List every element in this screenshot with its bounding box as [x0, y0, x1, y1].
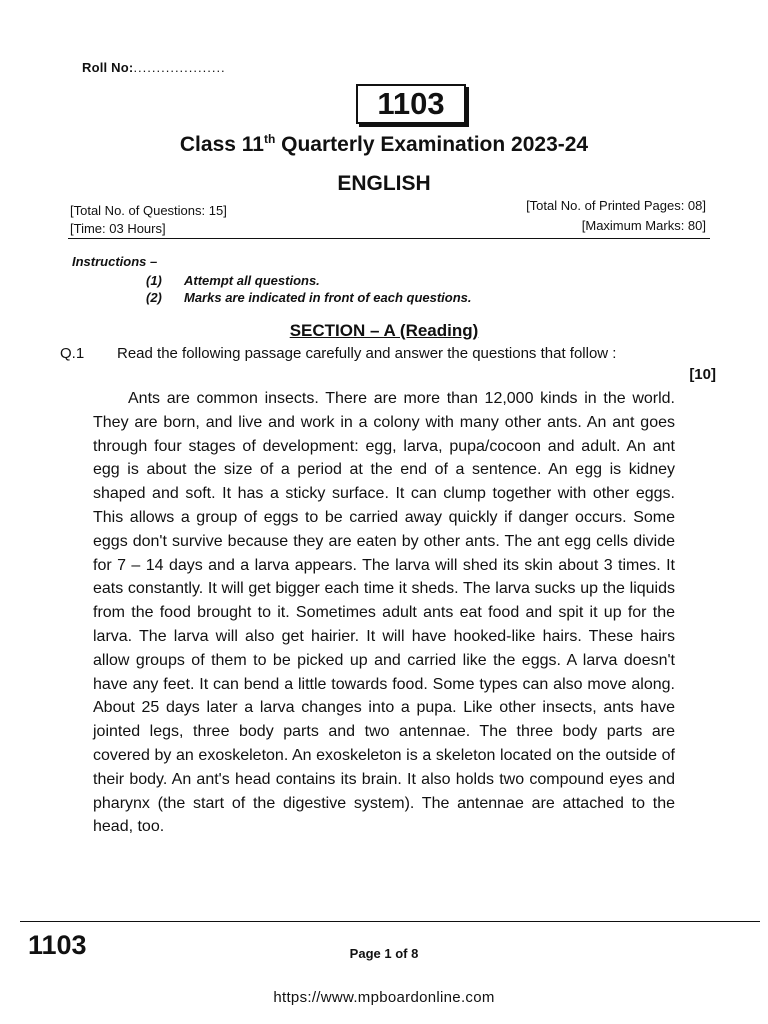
footer-paper-code: 1103	[28, 930, 87, 960]
reading-passage: Ants are common insects. There are more than 12,000 kinds in the world. They are born, and live and work in a colony with many other ants. An ant goes through four stages of development: egg, larva, pupa/cocoon and adult. An ant egg is about the size of a period at the end of a sentence. An egg is kidney shaped and soft. It has a sticky surface. It can clump together with other eggs. This allows a group of eggs to be carried away quickly if danger occurs. Some eggs don't survive because they are eaten by other ants. The ant egg cells divide for 7 – 14 days and a larva appears. The larva will shed its skin about 3 times. It eats constantly. It will get bigger each time it sheds. The larva sucks up the liquids from the food brought to it. Sometimes adult ants eat food and spit it up for the larva. The larva will also get hairier. It will have hooked-like hairs. These hairs allow groups of them to be picked up and carried like the eggs. A larva doesn't have any feet. It can bend a little towards food. Some types can also move along. About 25 days later a larva changes into a pupa. Like other insects, ants have jointed legs, three body parts and two antennae. The three body parts are covered by an exoskeleton. An exoskeleton is a skeleton located on the outside of their body. An ant's head contains its brain. It also holds two compound eyes and pharynx (the start of the digestive system). The antennae are attached to the head, too.	[93, 390, 675, 836]
section-title: SECTION – A (Reading)	[289, 321, 479, 340]
roll-number	[82, 60, 226, 75]
exam-title	[0, 132, 768, 157]
question-marks: [10]	[689, 366, 716, 383]
instructions-heading: Instructions –	[72, 254, 158, 269]
instruction-number: (2)	[146, 290, 162, 305]
title-prefix: Class 11	[179, 133, 264, 156]
total-pages: [Total No. of Printed Pages: 08]	[526, 198, 706, 213]
roll-blank: ....................	[133, 60, 226, 75]
roll-label: Roll No:	[82, 60, 134, 75]
section-heading	[0, 321, 768, 341]
instruction-item	[146, 290, 472, 305]
paper-code-box: 1103	[356, 84, 466, 124]
question-number: Q.1	[60, 345, 85, 362]
subject-title: ENGLISH	[337, 172, 431, 195]
title-suffix: Quarterly Examination 2023-24	[275, 133, 589, 156]
instruction-number: (1)	[146, 273, 162, 288]
footer-divider	[20, 921, 760, 922]
time-allowed: [Time: 03 Hours]	[70, 221, 166, 236]
total-questions: [Total No. of Questions: 15]	[70, 203, 227, 218]
page-number: Page 1 of 8	[349, 946, 419, 961]
title-sup: th	[263, 132, 276, 146]
instruction-text: Marks are indicated in front of each questions.	[184, 290, 472, 305]
instruction-text: Attempt all questions.	[184, 273, 320, 288]
maximum-marks: [Maximum Marks: 80]	[581, 218, 706, 233]
instruction-item	[146, 273, 320, 288]
question-instruction: Read the following passage carefully and answer the questions that follow :	[117, 345, 617, 362]
header-divider	[68, 238, 710, 239]
source-url: https://www.mpboardonline.com	[273, 989, 495, 1006]
